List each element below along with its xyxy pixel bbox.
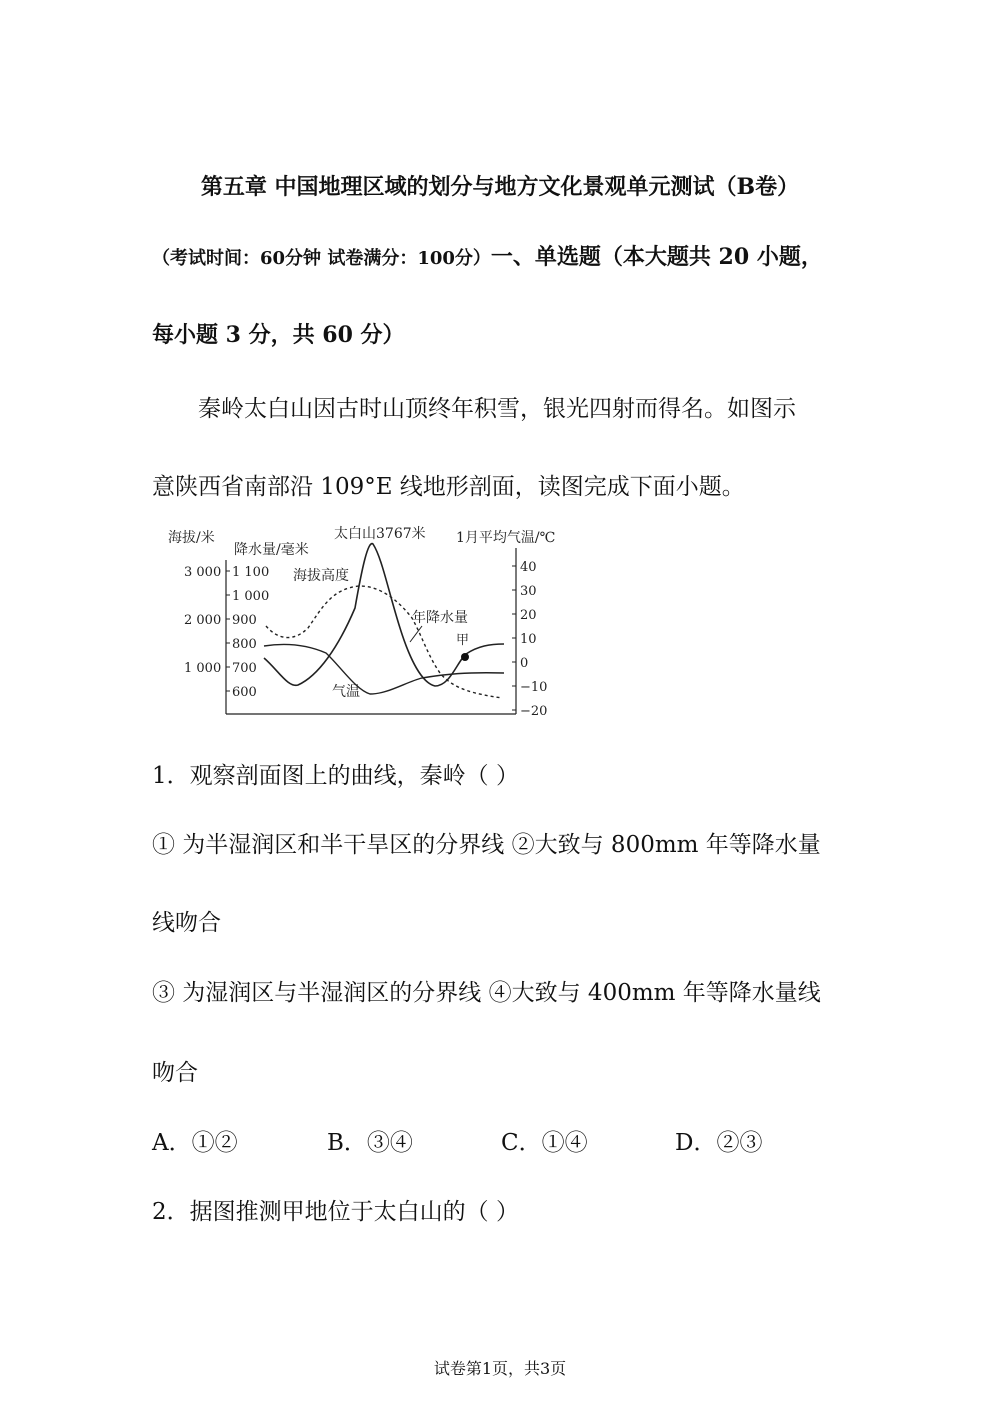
point-jia [461,653,469,661]
answer-c: C．①④ [501,1130,588,1156]
section-heading-line1: 一、单选题（本大题共 20 小题， [490,244,823,270]
precip-tick-900: 900 [232,613,257,628]
elev-tick-1000: 1 000 [184,661,222,676]
precip-series-label: 年降水量 [412,610,468,626]
intro-line2: 意陕西省南部沿 109°E 线地形剖面，读图完成下面小题。 [152,474,745,500]
temp-tick-20: 20 [520,608,537,623]
precip-tick-700: 700 [232,661,257,676]
temp-tick-minus20: −20 [520,704,548,719]
point-jia-label: 甲 [456,633,470,648]
precip-tick-1000: 1 000 [232,589,270,604]
question-1: 1．观察剖面图上的曲线，秦岭（ ） [152,763,519,789]
answer-a: A．①② [152,1130,238,1156]
elevation-axis-label: 海拔/米 [168,530,215,546]
precip-tick-800: 800 [232,637,257,652]
temp-tick-30: 30 [520,584,537,599]
temp-series-label: 气温 [332,684,360,700]
temp-tick-minus10: −10 [520,680,548,695]
page-footer: 试卷第1页，共3页 [433,1359,567,1378]
exam-info: （考试时间：60分钟 试卷满分：100分） [152,248,491,269]
option-3-4-line2: 吻合 [152,1060,198,1086]
option-3-4-line1: ③ 为湿润区与半湿润区的分界线 ④大致与 400mm 年等降水量线 [152,980,821,1006]
temp-tick-10: 10 [520,632,537,647]
precip-ticks [226,571,230,691]
page-title: 第五章 中国地理区域的划分与地方文化景观单元测试（B卷） [200,174,800,200]
temp-tick-40: 40 [520,560,537,575]
intro-line1: 秦岭太白山因古时山顶终年积雪，银光四射而得名。如图示 [198,396,796,422]
elev-tick-2000: 2 000 [184,613,222,628]
option-1-2-line1: ① 为半湿润区和半干旱区的分界线 ②大致与 800mm 年等降水量 [152,832,821,858]
answer-b: B．③④ [327,1130,413,1156]
question-2: 2．据图推测甲地位于太白山的（ ） [152,1199,519,1225]
elevation-curve [264,544,504,686]
option-1-2-line2: 线吻合 [152,910,221,936]
precip-axis-label: 降水量/毫米 [234,542,309,558]
elevation-series-label: 海拔高度 [293,568,349,584]
temp-tick-0: 0 [520,656,529,671]
precip-tick-1100: 1 100 [232,565,270,580]
section-heading-line2: 每小题 3 分，共 60 分） [152,322,405,348]
terrain-profile-chart [160,518,580,723]
temp-axis-label: 1月平均气温/℃ [456,530,556,546]
elev-tick-3000: 3 000 [184,565,222,580]
precip-tick-600: 600 [232,685,257,700]
section-heading [152,240,823,271]
answer-d: D．②③ [675,1130,763,1156]
peak-label: 太白山3767米 [334,526,426,542]
